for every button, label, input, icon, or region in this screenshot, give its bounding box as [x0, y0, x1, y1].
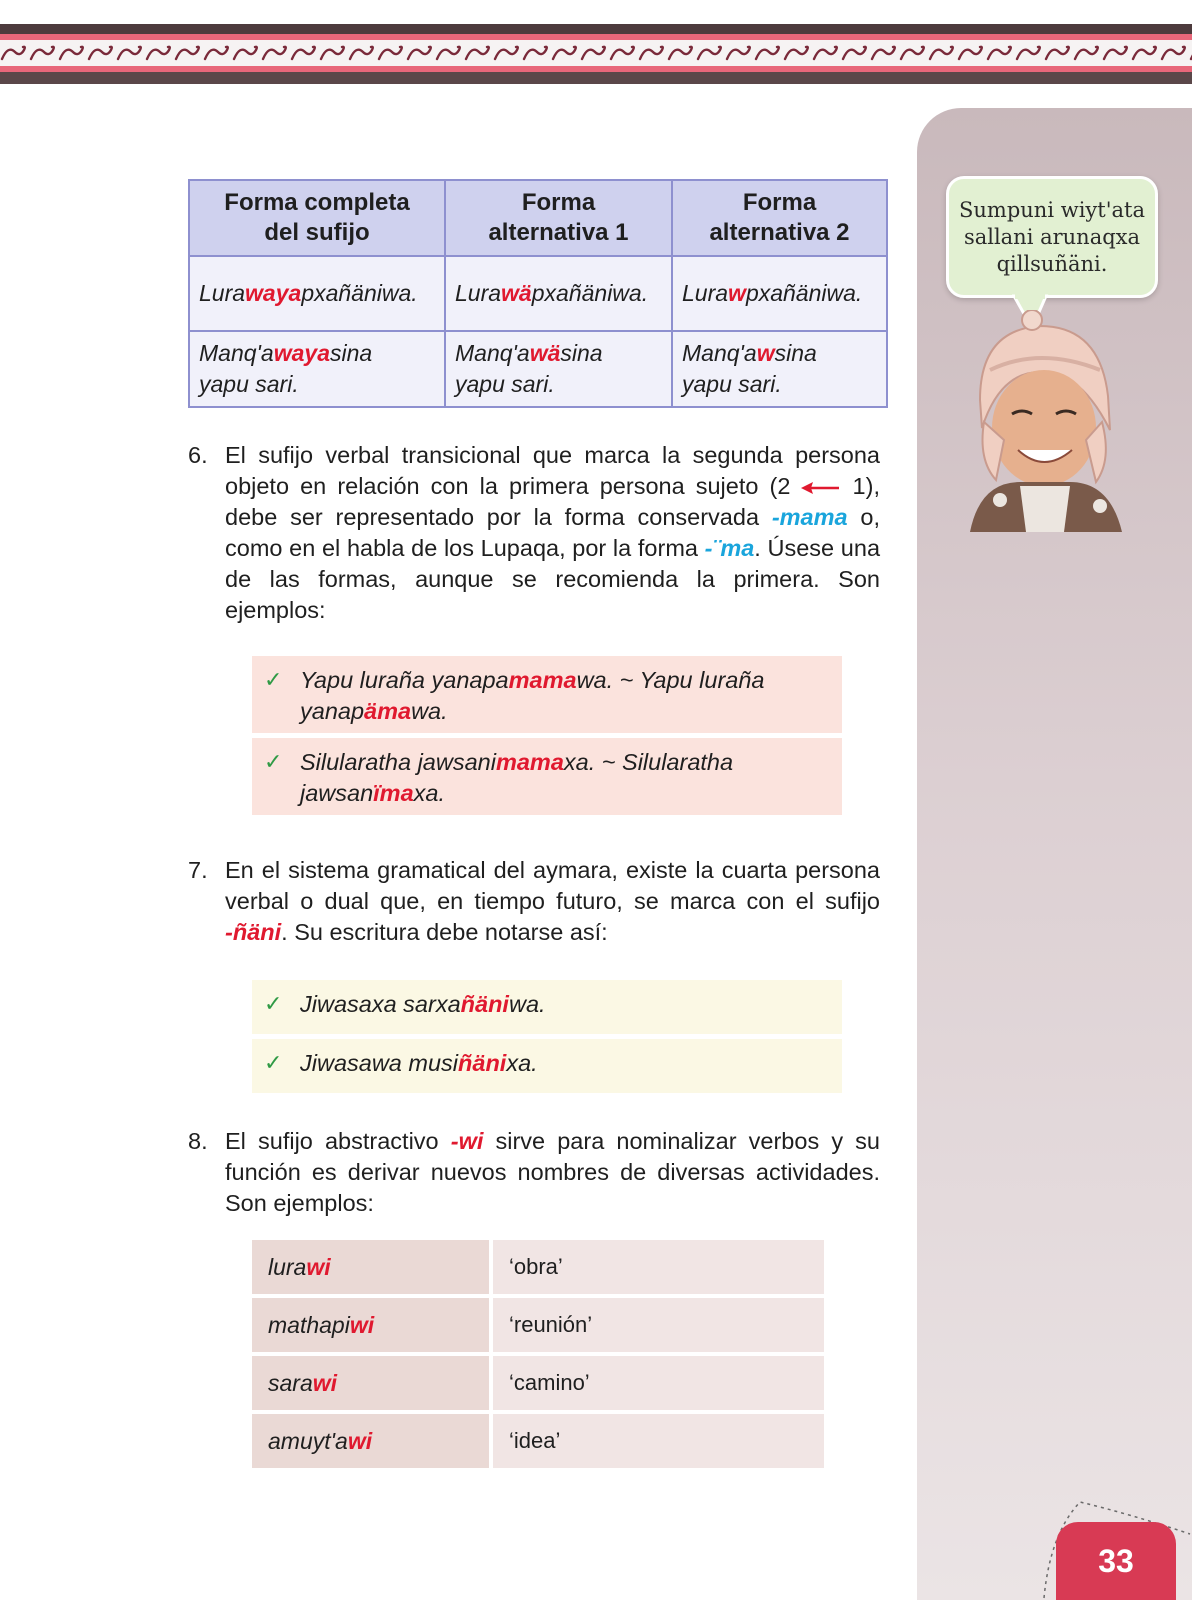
- header-line: alternativa 1: [488, 219, 629, 246]
- table-cell: Lurawäpxañäniwa.: [445, 256, 672, 331]
- header-line: Forma: [521, 189, 596, 216]
- item-number: 6.: [188, 442, 208, 468]
- meaning-cell: ‘reunión’: [493, 1298, 824, 1352]
- item-8-paragraph: 8. El sufijo abstractivo -wi sirve para nominalizar verbos y su función es derivar nuevos nombres de diversas actividades. Son ejemplos:: [188, 1128, 881, 1216]
- table-header: [672, 180, 887, 256]
- example-box: ✓ Silularatha jawsanimamaxa. ~ Silularatha jawsanïmaxa.: [252, 738, 842, 815]
- example-box: ✓ Yapu luraña yanapamamawa. ~ Yapu luraña yanapämawa.: [252, 656, 842, 733]
- decorative-header-band: [0, 0, 1192, 86]
- suffix-forms-table: [188, 179, 888, 408]
- meaning-cell: ‘camino’: [493, 1356, 824, 1410]
- speech-bubble-line: Sumpuni wiyt'ata: [959, 198, 1145, 222]
- speech-bubble-line: sallani arunaqxa: [963, 225, 1141, 249]
- table-cell: Manq'awayasina yapu sari.: [189, 331, 445, 407]
- checkmark-icon: ✓: [264, 749, 283, 774]
- word-cell: amuyt'awi: [252, 1414, 489, 1468]
- item-7-paragraph: 7. En el sistema gramatical del aymara, existe la cuarta persona verbal o dual que, en tiempo futuro, se marca con el sufijo -ñäni. Su escritura debe notarse así:: [188, 857, 880, 945]
- word-cell: sarawi: [252, 1356, 489, 1410]
- page-number: 33: [1056, 1522, 1176, 1600]
- word-cell: lurawi: [252, 1240, 489, 1294]
- arrow-left-icon: [801, 481, 841, 495]
- table-header: [189, 180, 445, 256]
- table-row: [252, 1298, 824, 1352]
- table-header: [445, 180, 672, 256]
- header-line: alternativa 2: [709, 219, 850, 246]
- child-illustration-icon: [960, 310, 1140, 532]
- checkmark-icon: ✓: [264, 1050, 283, 1075]
- item-6-paragraph: 6. El sufijo verbal transicional que marca la segunda persona objeto en relación con la primera persona sujeto (2 1), debe ser representado por la forma conservada -mama o, como en el habla de los Lupaqa, por la forma -¨ma. Úsese una de las formas, aunque se recomienda la primera. Son ejemplos:: [188, 442, 881, 623]
- item-number: 8.: [188, 1128, 208, 1154]
- table-cell: Lurawayapxañäniwa.: [189, 256, 445, 331]
- header-line: Forma completa: [224, 189, 410, 216]
- example-box: ✓ Jiwasawa musiñänixa.: [252, 1039, 842, 1093]
- checkmark-icon: ✓: [264, 991, 283, 1016]
- item-number: 7.: [188, 857, 208, 883]
- checkmark-icon: ✓: [264, 667, 283, 692]
- header-line: del sufijo: [264, 219, 370, 246]
- wave-pattern-icon: [0, 40, 1192, 66]
- table-cell: Manq'awsina yapu sari.: [672, 331, 887, 407]
- word-cell: mathapiwi: [252, 1298, 489, 1352]
- table-row: [252, 1240, 824, 1294]
- table-row: [252, 1356, 824, 1410]
- meaning-cell: ‘obra’: [493, 1240, 824, 1294]
- table-cell: Manq'awäsina yapu sari.: [445, 331, 672, 407]
- meaning-cell: ‘idea’: [493, 1414, 824, 1468]
- speech-bubble-line: qillsuñäni.: [996, 252, 1108, 276]
- table-row: [252, 1414, 824, 1468]
- example-box: ✓ Jiwasaxa sarxañäniwa.: [252, 980, 842, 1034]
- header-line: Forma: [742, 189, 817, 216]
- table-cell: Lurawpxañäniwa.: [672, 256, 887, 331]
- speech-bubble: [946, 176, 1158, 298]
